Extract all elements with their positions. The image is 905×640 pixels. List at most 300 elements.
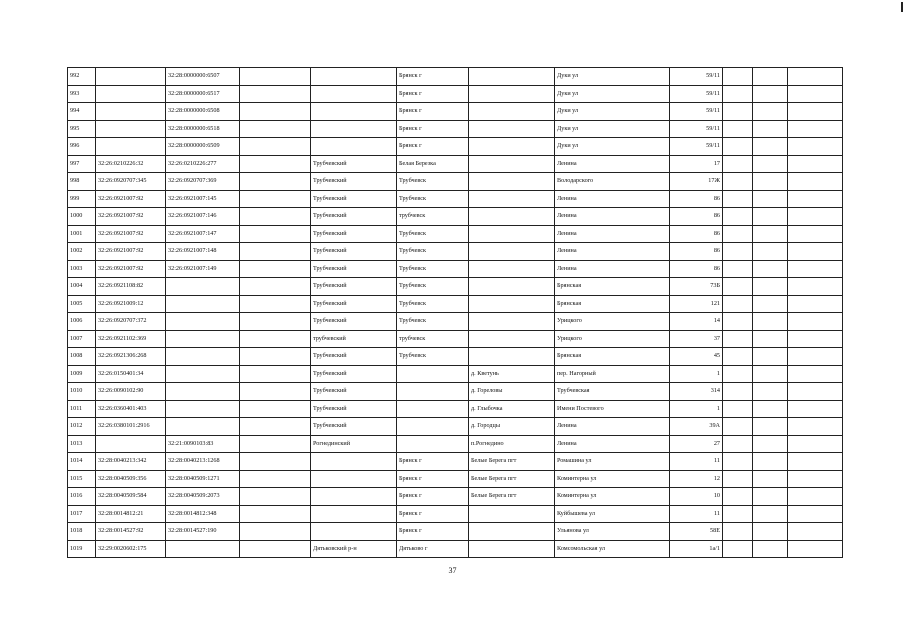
cell-street: Брянская	[555, 348, 670, 366]
cell-row-number: 992	[68, 68, 96, 86]
cell-row-number: 1016	[68, 488, 96, 506]
cell-settlement: д. Глыбочка	[469, 400, 555, 418]
cell-extra-2	[753, 103, 788, 121]
table-row	[68, 278, 843, 296]
cell-cadastral-number-building: 32:28:0000000:6509	[166, 138, 240, 156]
table-row	[68, 225, 843, 243]
cell-city: Брянск г	[397, 138, 469, 156]
cell-city: Брянск г	[397, 85, 469, 103]
cell-settlement	[469, 278, 555, 296]
table-row	[68, 173, 843, 191]
cell-cadastral-number-building: 32:28:0000000:6517	[166, 85, 240, 103]
cell-cadastral-number-land	[96, 138, 166, 156]
scan-edge-mark	[901, 2, 903, 12]
cell-cadastral-number-land	[96, 120, 166, 138]
cell-extra-2	[753, 155, 788, 173]
cell-street: Имени Постевого	[555, 400, 670, 418]
cell-house-number: 121	[670, 295, 723, 313]
cell-extra-3	[788, 453, 843, 471]
cell-cadastral-number-building: 32:28:0000000:6508	[166, 103, 240, 121]
cell-extra-3	[788, 68, 843, 86]
cell-street: Трубчевская	[555, 383, 670, 401]
cell-district	[311, 523, 397, 541]
cell-district	[311, 103, 397, 121]
table-row	[68, 348, 843, 366]
cell-extra-2	[753, 313, 788, 331]
cell-house-number: 14	[670, 313, 723, 331]
cell-extra-3	[788, 348, 843, 366]
cell-extra-1	[723, 470, 753, 488]
table-row	[68, 243, 843, 261]
cell-cadastral-number-building	[166, 365, 240, 383]
cell-row-number: 1004	[68, 278, 96, 296]
cell-city: Трубчевск	[397, 225, 469, 243]
cell-cadastral-number-building	[166, 540, 240, 558]
cell-extra-1	[723, 488, 753, 506]
cell-cadastral-number-building: 32:26:0210226:277	[166, 155, 240, 173]
cell-extra-3	[788, 190, 843, 208]
cell-cadastral-number-land	[96, 68, 166, 86]
cell-settlement	[469, 120, 555, 138]
registry-table	[67, 67, 843, 558]
cell-city: Брянск г	[397, 453, 469, 471]
cell-cadastral-number-land: 32:26:0360401:403	[96, 400, 166, 418]
cell-cadastral-number-land: 32:28:0014812:21	[96, 505, 166, 523]
cell-extra-2	[753, 138, 788, 156]
cell-city	[397, 418, 469, 436]
cell-street: Коминтерна ул	[555, 470, 670, 488]
cell-cadastral-number-building	[166, 400, 240, 418]
cell-empty-col	[240, 225, 311, 243]
cell-empty-col	[240, 330, 311, 348]
cell-house-number: 1	[670, 365, 723, 383]
cell-extra-2	[753, 400, 788, 418]
table-row	[68, 365, 843, 383]
cell-row-number: 1007	[68, 330, 96, 348]
cell-empty-col	[240, 243, 311, 261]
cell-street: Ленина	[555, 260, 670, 278]
cell-extra-1	[723, 68, 753, 86]
cell-extra-1	[723, 400, 753, 418]
cell-extra-3	[788, 85, 843, 103]
cell-street: Ленина	[555, 225, 670, 243]
cell-city: Брянск г	[397, 488, 469, 506]
cell-extra-2	[753, 470, 788, 488]
cell-house-number: 39А	[670, 418, 723, 436]
cell-extra-2	[753, 85, 788, 103]
page-number: 37	[448, 566, 457, 575]
cell-row-number: 994	[68, 103, 96, 121]
cell-house-number: 86	[670, 225, 723, 243]
cell-city	[397, 365, 469, 383]
table-row	[68, 138, 843, 156]
cell-extra-1	[723, 295, 753, 313]
cell-cadastral-number-land: 32:26:0921007:92	[96, 190, 166, 208]
cell-city: Брянск г	[397, 120, 469, 138]
cell-street: Дуки ул	[555, 103, 670, 121]
cell-extra-3	[788, 120, 843, 138]
cell-district	[311, 453, 397, 471]
cell-district	[311, 120, 397, 138]
table-row	[68, 470, 843, 488]
cell-extra-3	[788, 418, 843, 436]
table-row	[68, 190, 843, 208]
cell-district: трубчевский	[311, 330, 397, 348]
cell-empty-col	[240, 278, 311, 296]
cell-empty-col	[240, 260, 311, 278]
cell-city: Брянск г	[397, 68, 469, 86]
cell-extra-3	[788, 260, 843, 278]
cell-cadastral-number-building: 32:26:0921007:147	[166, 225, 240, 243]
cell-empty-col	[240, 523, 311, 541]
cell-extra-1	[723, 418, 753, 436]
cell-extra-1	[723, 523, 753, 541]
cell-district: Трубчевский	[311, 208, 397, 226]
cell-extra-3	[788, 330, 843, 348]
table-row	[68, 453, 843, 471]
cell-cadastral-number-building	[166, 313, 240, 331]
cell-extra-3	[788, 435, 843, 453]
cell-extra-1	[723, 225, 753, 243]
table-row	[68, 208, 843, 226]
cell-settlement: д. Кветунь	[469, 365, 555, 383]
cell-settlement	[469, 348, 555, 366]
cell-settlement: д. Гореловы	[469, 383, 555, 401]
cell-cadastral-number-building: 32:28:0000000:6507	[166, 68, 240, 86]
cell-house-number: 17	[670, 155, 723, 173]
cell-settlement	[469, 295, 555, 313]
cell-extra-2	[753, 540, 788, 558]
cell-extra-2	[753, 418, 788, 436]
cell-extra-2	[753, 295, 788, 313]
cell-district: Трубчевский	[311, 243, 397, 261]
cell-extra-3	[788, 155, 843, 173]
cell-extra-1	[723, 85, 753, 103]
cell-row-number: 995	[68, 120, 96, 138]
cell-cadastral-number-land: 32:26:0921007:92	[96, 243, 166, 261]
table-row	[68, 383, 843, 401]
cell-extra-1	[723, 505, 753, 523]
cell-house-number: 27	[670, 435, 723, 453]
cell-district	[311, 470, 397, 488]
cell-house-number: 86	[670, 243, 723, 261]
table-row	[68, 505, 843, 523]
cell-settlement: Белые Берега пгт	[469, 470, 555, 488]
table-row	[68, 85, 843, 103]
cell-extra-2	[753, 348, 788, 366]
cell-cadastral-number-land: 32:28:0040213:342	[96, 453, 166, 471]
cell-cadastral-number-land	[96, 103, 166, 121]
cell-settlement	[469, 505, 555, 523]
cell-row-number: 1009	[68, 365, 96, 383]
cell-row-number: 1000	[68, 208, 96, 226]
cell-city: Белая Березка	[397, 155, 469, 173]
cell-extra-2	[753, 190, 788, 208]
cell-extra-3	[788, 103, 843, 121]
cell-district: Трубчевский	[311, 155, 397, 173]
cell-extra-1	[723, 365, 753, 383]
cell-street: Ромашина ул	[555, 453, 670, 471]
cell-cadastral-number-land: 32:26:0920707:372	[96, 313, 166, 331]
cell-house-number: 86	[670, 208, 723, 226]
cell-street: Куйбышева ул	[555, 505, 670, 523]
cell-extra-2	[753, 453, 788, 471]
cell-district: Трубчевский	[311, 295, 397, 313]
cell-empty-col	[240, 470, 311, 488]
cell-extra-3	[788, 138, 843, 156]
cell-empty-col	[240, 348, 311, 366]
cell-house-number: 37	[670, 330, 723, 348]
cell-row-number: 1010	[68, 383, 96, 401]
cell-district: Рогнединский	[311, 435, 397, 453]
cell-district: Трубчевский	[311, 348, 397, 366]
cell-extra-1	[723, 190, 753, 208]
cell-row-number: 997	[68, 155, 96, 173]
cell-extra-3	[788, 225, 843, 243]
cell-empty-col	[240, 488, 311, 506]
cell-extra-1	[723, 453, 753, 471]
cell-district	[311, 488, 397, 506]
cell-street: Брянская	[555, 278, 670, 296]
cell-house-number: 314	[670, 383, 723, 401]
cell-cadastral-number-land: 32:26:0921306:268	[96, 348, 166, 366]
cell-cadastral-number-land: 32:29:0020602:175	[96, 540, 166, 558]
cell-cadastral-number-building	[166, 348, 240, 366]
cell-street: Урицкого	[555, 330, 670, 348]
cell-street: Ленина	[555, 435, 670, 453]
cell-district: Дятьковский р-н	[311, 540, 397, 558]
cell-extra-1	[723, 243, 753, 261]
cell-district: Трубчевский	[311, 278, 397, 296]
cell-row-number: 999	[68, 190, 96, 208]
cell-house-number: 45	[670, 348, 723, 366]
cell-settlement	[469, 208, 555, 226]
table-row	[68, 155, 843, 173]
cell-extra-3	[788, 523, 843, 541]
cell-settlement	[469, 243, 555, 261]
cell-house-number: 17Ж	[670, 173, 723, 191]
cell-extra-1	[723, 435, 753, 453]
cell-empty-col	[240, 365, 311, 383]
cell-empty-col	[240, 505, 311, 523]
cell-cadastral-number-land: 32:28:0040509:584	[96, 488, 166, 506]
cell-cadastral-number-land	[96, 85, 166, 103]
cell-street: Ленина	[555, 418, 670, 436]
table-row	[68, 435, 843, 453]
cell-house-number: 12	[670, 470, 723, 488]
cell-district: Трубчевский	[311, 313, 397, 331]
cell-street: Ульянова ул	[555, 523, 670, 541]
cell-settlement	[469, 313, 555, 331]
cell-city	[397, 383, 469, 401]
table-row	[68, 523, 843, 541]
cell-house-number: 10	[670, 488, 723, 506]
cell-row-number: 998	[68, 173, 96, 191]
cell-street: пер. Нагорный	[555, 365, 670, 383]
cell-cadastral-number-building	[166, 330, 240, 348]
cell-extra-2	[753, 365, 788, 383]
cell-extra-2	[753, 435, 788, 453]
cell-empty-col	[240, 120, 311, 138]
cell-cadastral-number-land	[96, 435, 166, 453]
cell-extra-1	[723, 103, 753, 121]
cell-cadastral-number-building: 32:28:0040509:1271	[166, 470, 240, 488]
cell-cadastral-number-building	[166, 383, 240, 401]
cell-settlement	[469, 173, 555, 191]
cell-district: Трубчевский	[311, 418, 397, 436]
cell-street: Ленина	[555, 208, 670, 226]
cell-settlement: Белые Берега пгт	[469, 453, 555, 471]
cell-street: Коминтерна ул	[555, 488, 670, 506]
cell-row-number: 1001	[68, 225, 96, 243]
cell-extra-2	[753, 383, 788, 401]
cell-empty-col	[240, 190, 311, 208]
cell-settlement	[469, 260, 555, 278]
cell-extra-1	[723, 383, 753, 401]
cell-extra-1	[723, 278, 753, 296]
cell-district: Трубчевский	[311, 365, 397, 383]
cell-cadastral-number-land: 32:28:0014527:92	[96, 523, 166, 541]
cell-extra-1	[723, 260, 753, 278]
cell-cadastral-number-building	[166, 418, 240, 436]
cell-house-number: 59/11	[670, 138, 723, 156]
cell-settlement	[469, 190, 555, 208]
cell-row-number: 1006	[68, 313, 96, 331]
cell-extra-1	[723, 313, 753, 331]
cell-street: Дуки ул	[555, 120, 670, 138]
cell-empty-col	[240, 540, 311, 558]
cell-house-number: 58Е	[670, 523, 723, 541]
cell-city: Брянск г	[397, 505, 469, 523]
cell-city: Трубчевск	[397, 173, 469, 191]
cell-city: Дятьково г	[397, 540, 469, 558]
cell-district	[311, 505, 397, 523]
cell-row-number: 1019	[68, 540, 96, 558]
cell-district: Трубчевский	[311, 383, 397, 401]
cell-cadastral-number-land: 32:26:0380101:2916	[96, 418, 166, 436]
cell-settlement	[469, 155, 555, 173]
cell-street: Дуки ул	[555, 85, 670, 103]
cell-cadastral-number-building: 32:26:0920707:369	[166, 173, 240, 191]
cell-house-number: 86	[670, 260, 723, 278]
cell-empty-col	[240, 383, 311, 401]
cell-empty-col	[240, 313, 311, 331]
cell-row-number: 1008	[68, 348, 96, 366]
cell-city: Брянск г	[397, 470, 469, 488]
cell-empty-col	[240, 435, 311, 453]
cell-city	[397, 400, 469, 418]
cell-extra-1	[723, 138, 753, 156]
table-row	[68, 540, 843, 558]
cell-row-number: 1013	[68, 435, 96, 453]
cell-settlement	[469, 68, 555, 86]
cell-district: Трубчевский	[311, 225, 397, 243]
cell-house-number: 59/11	[670, 68, 723, 86]
cell-cadastral-number-land: 32:26:0921108:82	[96, 278, 166, 296]
cell-extra-2	[753, 243, 788, 261]
table-row	[68, 400, 843, 418]
cell-extra-3	[788, 243, 843, 261]
table-row	[68, 120, 843, 138]
cell-extra-3	[788, 505, 843, 523]
table-row	[68, 260, 843, 278]
cell-extra-1	[723, 540, 753, 558]
cell-extra-1	[723, 208, 753, 226]
cell-settlement	[469, 540, 555, 558]
cell-cadastral-number-land: 32:26:0150401:34	[96, 365, 166, 383]
cell-street: Дуки ул	[555, 68, 670, 86]
cell-extra-3	[788, 295, 843, 313]
cell-extra-3	[788, 383, 843, 401]
cell-street: Ленина	[555, 190, 670, 208]
cell-cadastral-number-building: 32:28:0014527:190	[166, 523, 240, 541]
cell-cadastral-number-land: 32:26:0921009:12	[96, 295, 166, 313]
cell-empty-col	[240, 453, 311, 471]
cell-extra-3	[788, 540, 843, 558]
cell-empty-col	[240, 68, 311, 86]
cell-cadastral-number-building	[166, 278, 240, 296]
cell-extra-3	[788, 278, 843, 296]
cell-cadastral-number-building: 32:28:0000000:6518	[166, 120, 240, 138]
cell-house-number: 11	[670, 453, 723, 471]
cell-cadastral-number-land: 32:28:0040509:356	[96, 470, 166, 488]
cell-cadastral-number-building: 32:28:0040509:2073	[166, 488, 240, 506]
cell-district: Трубчевский	[311, 190, 397, 208]
cell-row-number: 993	[68, 85, 96, 103]
cell-settlement	[469, 138, 555, 156]
cell-city: Трубчевск	[397, 190, 469, 208]
table-row	[68, 313, 843, 331]
cell-street: Брянская	[555, 295, 670, 313]
cell-cadastral-number-building	[166, 295, 240, 313]
cell-row-number: 1018	[68, 523, 96, 541]
cell-empty-col	[240, 295, 311, 313]
cell-row-number: 1003	[68, 260, 96, 278]
cell-house-number: 1	[670, 400, 723, 418]
cell-cadastral-number-land: 32:26:0921007:92	[96, 260, 166, 278]
cell-empty-col	[240, 418, 311, 436]
cell-city: Трубчевск	[397, 313, 469, 331]
cell-district	[311, 68, 397, 86]
table-row	[68, 103, 843, 121]
cell-district	[311, 85, 397, 103]
table-row	[68, 68, 843, 86]
cell-cadastral-number-building: 32:26:0921007:149	[166, 260, 240, 278]
cell-city	[397, 435, 469, 453]
cell-cadastral-number-building: 32:26:0921007:146	[166, 208, 240, 226]
cell-district	[311, 138, 397, 156]
cell-extra-2	[753, 260, 788, 278]
cell-extra-1	[723, 173, 753, 191]
cell-city: Трубчевск	[397, 243, 469, 261]
cell-city: трубчевск	[397, 208, 469, 226]
cell-extra-3	[788, 400, 843, 418]
table-row	[68, 295, 843, 313]
cell-city: Трубчевск	[397, 348, 469, 366]
cell-empty-col	[240, 208, 311, 226]
cell-city: Брянск г	[397, 523, 469, 541]
cell-row-number: 1017	[68, 505, 96, 523]
cell-house-number: 11	[670, 505, 723, 523]
cell-empty-col	[240, 400, 311, 418]
cell-cadastral-number-building: 32:26:0921007:145	[166, 190, 240, 208]
cell-city: Брянск г	[397, 103, 469, 121]
cell-house-number: 73Б	[670, 278, 723, 296]
cell-extra-2	[753, 68, 788, 86]
cell-city: трубчевск	[397, 330, 469, 348]
cell-row-number: 1012	[68, 418, 96, 436]
cell-row-number: 1002	[68, 243, 96, 261]
